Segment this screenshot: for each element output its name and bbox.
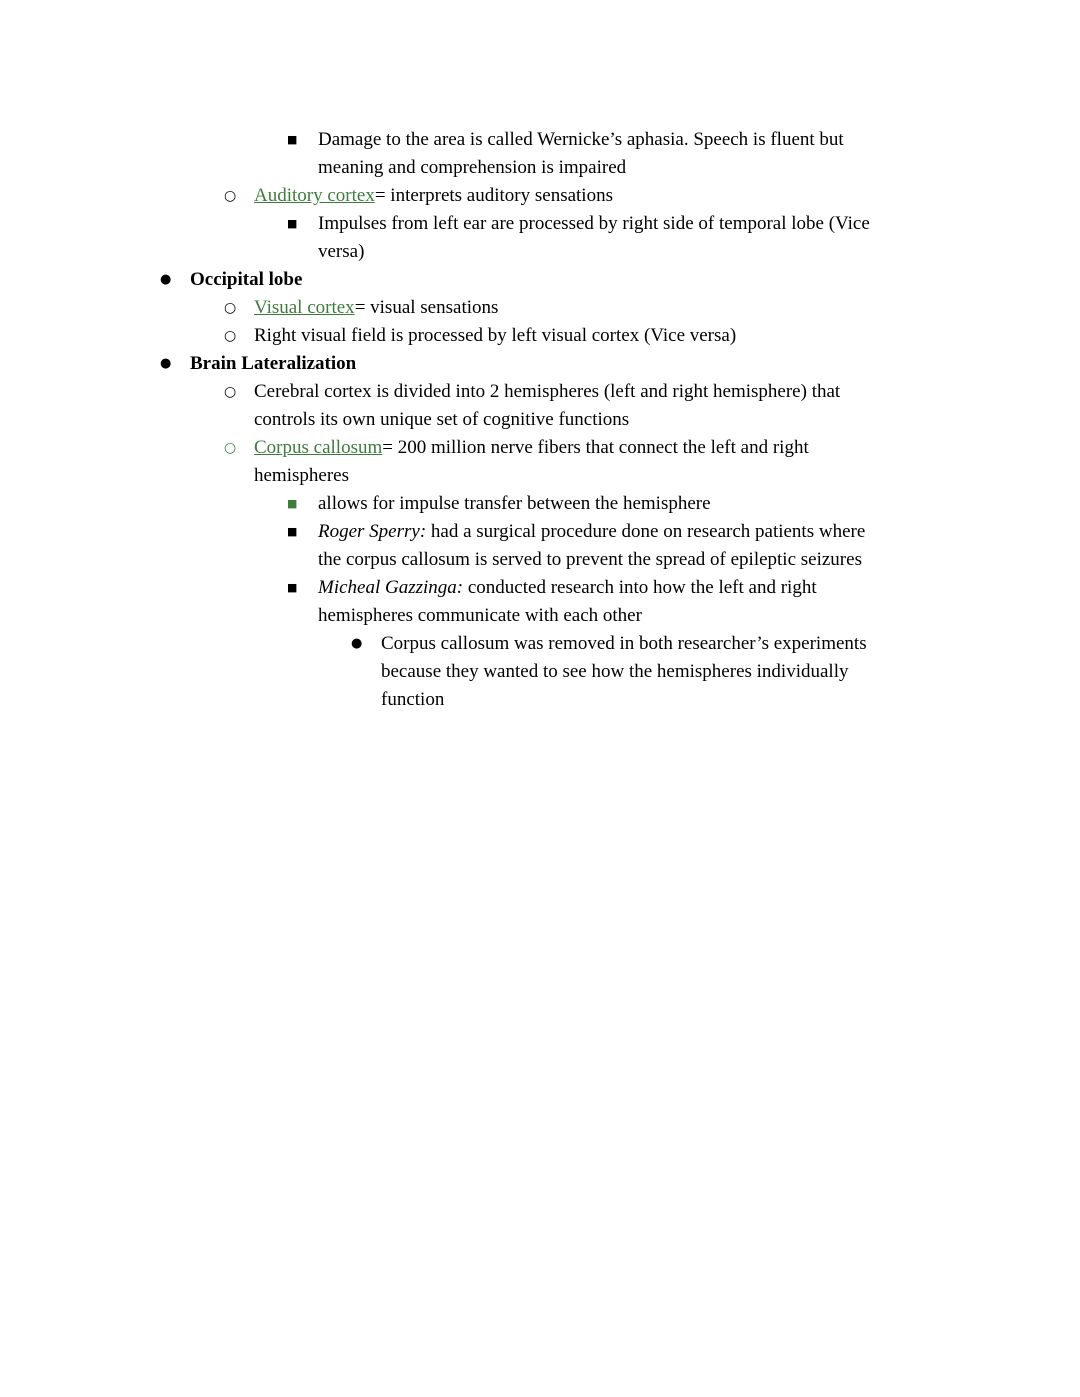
text-line bbox=[381, 658, 1080, 686]
text-segment: had a surgical procedure done on research patients where bbox=[426, 521, 866, 542]
text-line bbox=[254, 462, 1080, 490]
text-line bbox=[318, 574, 1080, 602]
square-bullet-icon: ■ bbox=[287, 133, 298, 146]
circle-bullet-icon: ○ bbox=[224, 328, 237, 344]
square-bullet-icon: ■ bbox=[287, 497, 298, 510]
text-line bbox=[254, 378, 1080, 406]
disc-bullet-icon: ● bbox=[351, 636, 363, 651]
text-line bbox=[254, 182, 1080, 210]
square-bullet-icon: ■ bbox=[287, 217, 298, 230]
document-content bbox=[0, 126, 1080, 714]
list-item-text bbox=[254, 182, 1080, 210]
list-item bbox=[0, 126, 1080, 182]
text-line bbox=[254, 294, 1080, 322]
text-segment: conducted research into how the left and right bbox=[463, 577, 817, 598]
circle-bullet-icon: ○ bbox=[224, 188, 237, 204]
text-segment: the corpus callosum is served to prevent the spread of epileptic seizures bbox=[318, 549, 862, 570]
term-link[interactable]: Corpus callosum bbox=[254, 437, 383, 458]
text-segment: meaning and comprehension is impaired bbox=[318, 157, 627, 178]
text-segment: because they wanted to see how the hemispheres individually bbox=[381, 661, 849, 682]
text-line bbox=[254, 322, 1080, 350]
list-item-text bbox=[254, 378, 1080, 434]
list-item bbox=[0, 350, 1080, 378]
text-line bbox=[254, 406, 1080, 434]
text-line bbox=[318, 126, 1080, 154]
text-segment: = 200 million nerve fibers that connect the left and right bbox=[382, 437, 809, 458]
text-line bbox=[318, 602, 1080, 630]
term-link[interactable]: Visual cortex bbox=[254, 297, 355, 318]
list-item bbox=[0, 294, 1080, 322]
text-segment: Right visual field is processed by left visual cortex (Vice versa) bbox=[254, 325, 737, 346]
text-segment: versa) bbox=[318, 241, 365, 262]
text-line bbox=[190, 350, 1080, 378]
text-line bbox=[190, 266, 1080, 294]
list-item-text bbox=[318, 490, 1080, 518]
text-segment: = visual sensations bbox=[354, 297, 499, 318]
list-item-text bbox=[381, 630, 1080, 714]
text-segment: Damage to the area is called Wernicke’s aphasia. Speech is fluent but bbox=[318, 129, 844, 150]
circle-bullet-icon: ○ bbox=[224, 300, 237, 316]
list-item bbox=[0, 630, 1080, 714]
list-item bbox=[0, 378, 1080, 434]
text-line bbox=[318, 238, 1080, 266]
text-segment: Brain Lateralization bbox=[190, 353, 357, 374]
list-item bbox=[0, 210, 1080, 266]
circle-bullet-icon: ○ bbox=[224, 384, 237, 400]
text-line bbox=[318, 154, 1080, 182]
list-item-text bbox=[318, 574, 1080, 630]
list-item-text bbox=[318, 210, 1080, 266]
list-item-text bbox=[254, 322, 1080, 350]
term-link[interactable]: Auditory cortex bbox=[254, 185, 375, 206]
list-item bbox=[0, 518, 1080, 574]
square-bullet-icon: ■ bbox=[287, 581, 298, 594]
list-item-text bbox=[190, 266, 1080, 294]
text-line bbox=[318, 490, 1080, 518]
text-line bbox=[381, 686, 1080, 714]
text-segment: Cerebral cortex is divided into 2 hemispheres (left and right hemisphere) that bbox=[254, 381, 841, 402]
text-segment: Roger Sperry: bbox=[318, 521, 427, 542]
text-line bbox=[318, 546, 1080, 574]
list-item-text bbox=[190, 350, 1080, 378]
text-segment: Impulses from left ear are processed by right side of temporal lobe (Vice bbox=[318, 213, 870, 234]
disc-bullet-icon: ● bbox=[160, 272, 172, 287]
circle-bullet-icon: ○ bbox=[224, 440, 237, 456]
list-item-text bbox=[318, 126, 1080, 182]
text-segment: = interprets auditory sensations bbox=[374, 185, 613, 206]
text-segment: hemispheres bbox=[254, 465, 349, 486]
list-item bbox=[0, 322, 1080, 350]
text-segment: allows for impulse transfer between the hemisphere bbox=[318, 493, 711, 514]
text-segment: hemispheres communicate with each other bbox=[318, 605, 642, 626]
list-item-text bbox=[254, 294, 1080, 322]
disc-bullet-icon: ● bbox=[160, 356, 172, 371]
list-item bbox=[0, 434, 1080, 490]
text-line bbox=[381, 630, 1080, 658]
text-segment: Corpus callosum was removed in both researcher’s experiments bbox=[381, 633, 867, 654]
list-item bbox=[0, 574, 1080, 630]
text-line bbox=[318, 518, 1080, 546]
text-segment: Occipital lobe bbox=[190, 269, 303, 290]
list-item-text bbox=[254, 434, 1080, 490]
text-segment: controls its own unique set of cognitive functions bbox=[254, 409, 630, 430]
square-bullet-icon: ■ bbox=[287, 525, 298, 538]
text-line bbox=[318, 210, 1080, 238]
list-item bbox=[0, 266, 1080, 294]
text-segment: function bbox=[381, 689, 445, 710]
text-segment: Micheal Gazzinga: bbox=[318, 577, 464, 598]
list-item-text bbox=[318, 518, 1080, 574]
list-item bbox=[0, 490, 1080, 518]
text-line bbox=[254, 434, 1080, 462]
list-item bbox=[0, 182, 1080, 210]
